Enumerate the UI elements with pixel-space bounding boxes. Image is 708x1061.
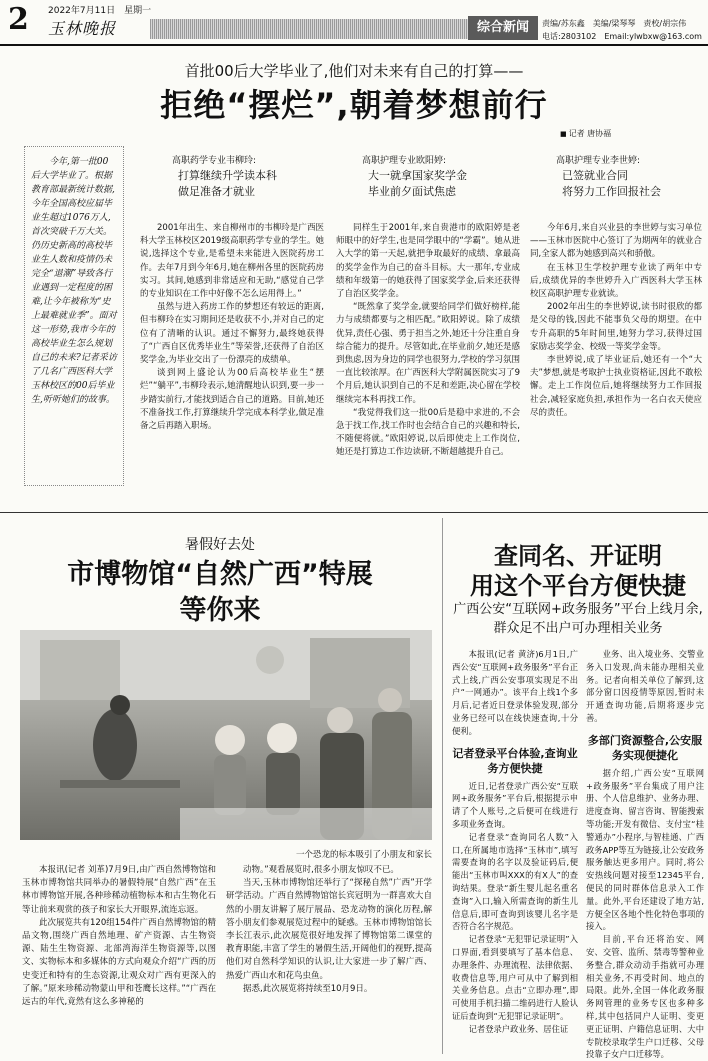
paragraph: 在玉林卫生学校护理专业读了两年中专后,成绩优异的李世婷升入广西医科大学玉林校区高职护理专业就读。 (530, 262, 702, 300)
museum-column-2 (226, 864, 432, 996)
qa-label: 高职药学专业韦柳玲: (172, 156, 257, 166)
museum-kicker: 暑假好去处 (185, 537, 255, 553)
museum-photo-illustration (20, 630, 432, 840)
museum-headline: 市博物馆“自然广西”特展 (67, 559, 373, 590)
paragraph: 记者登录“无犯罪记录证明”入口界面,看到要填写了基本信息、办理条件、办理流程、法律依据、收费信息等,用户可从中了解到相关业务信息。点击“立即办理”,即可使用手机扫描二维码进行人脸认证后查询到“无犯罪记录证明”。 (452, 934, 578, 1021)
paragraph: 谈到网上盛论认为00后高校毕业生“摆烂”“躺平”,韦柳玲表示,她清醒地认识到,要一步一步踏实前行,才能找到适合自己的道路。目前,她还不准备找工作,打算继续升学完成本科学业,做足准备之后再踏入职场。 (140, 368, 324, 432)
qa-line: 毕业前夕面试焦虑 (368, 185, 456, 198)
platform-column-2 (586, 648, 704, 1061)
qa-label: 高职护理专业李世婷: (556, 156, 641, 166)
paragraph: “既然拿了奖学金,就要给同学们做好榜样,能力与成绩都要与之相匹配。”欧阳婷说。除了成绩优异,责任心强、勇于担当之外,她还十分注重自身综合能力的提升。尽管如此,在毕业前夕,她还是感到焦虑,因为身边的同学也很努力,学校的学习氛围一直比较浓厚。在广西医科大学附属医院实习了9个月后,她认识到自己的不足和差距,决心留在学校继续完本科再找工作。 (336, 302, 520, 405)
paragraph: 当天,玉林市博物馆还举行了“探秘自然”广西”开学研学活动。广西自然博物馆馆长宾冠明为一群喜欢大自然的小朋友讲解了展厅展品、恐龙动物的演化历程,解答小朋友们参观展览过程中的疑惑。玉林市博物馆馆长李长江表示,此次展览很好地发挥了博物馆第二课堂的教育职能,丰富了学生的暑假生活,开阔他们的视野,提高他们对自然科学知识的认识,让大家进一步了解广西、热爱广西山水和花鸟虫鱼。 (226, 878, 432, 981)
paragraph: 虽然与进入药房工作的梦想还有较远的距离,但韦柳玲在实习期间还是收获不小,并对自己的定位有了清晰的认识。通过不懈努力,最终她获得了“广西自区优秀毕业生”等荣誉,还获得了自治区奖学金,为毕业交出了一份漂亮的成绩单。 (140, 302, 324, 366)
qa-line: 已签就业合同 (562, 169, 628, 182)
qa-block-3 (556, 154, 706, 200)
paragraph: “我觉得我们这一批00后是稳中求进的,不会急于找工作,找工作时也会结合自己的兴趣和特长,不随便将就。”欧阳婷说,以后即使走上工作岗位,她还是打算边工作边读研,不断超越提升自己。 (336, 407, 520, 458)
lead-column-2 (336, 222, 520, 460)
qa-block-1 (172, 154, 322, 200)
paragraph: 2001年出生、来自柳州市的韦柳玲是广西医科大学玉林校区2019级高职药学专业的学生。她说,选择这个专业,是希望未来能进入医院药房工作。去年7月到今年6月,她在柳州各里的医院药房实习。其间,她感到非常适应和无助,“感觉自己学的专业知识在工作中好像不怎么运用得上。” (140, 223, 324, 300)
issue-date: 2022年7月11日 星期一 (48, 6, 152, 16)
platform-deck: 广西公安“互联网+政务服务”平台上线月余,群众足不出户可办理相关业务 (453, 602, 703, 636)
paragraph: 今年6月,来自兴业县的李世婷与实习单位——玉林市医院中心签订了为期两年的就业合同,全家人都为她感到高兴和骄傲。 (530, 223, 702, 260)
paragraph: 记者登录户政业务、居住证 (468, 1023, 569, 1034)
paragraph: 2002年出生的李世婷说,读书时很欣的都是父母的钱,因此不能事负父母的期望。在中专升高职的5年时间里,她努力学习,获得过国家励志奖学金、校级一等奖学金等。 (530, 302, 702, 352)
platform-column-1 (452, 648, 578, 1036)
museum-headline-line2: 等你来 (179, 595, 261, 626)
qa-line: 打算继续升学读本科 (178, 169, 277, 182)
platform-headline-line2: 用这个平台方便快捷 (470, 572, 686, 600)
qa-line: 做足准备才就业 (178, 185, 255, 198)
paragraph: 动物。”观看展览时,很多小朋友惊叹不已。 (243, 865, 399, 875)
qa-line: 将努力工作回报社会 (562, 185, 661, 198)
lead-subtitle: 首批00后大学毕业了,他们对未来有自己的打算—— (184, 62, 524, 80)
header-texture-band (150, 19, 468, 39)
qa-line: 大一就拿国家奖学金 (368, 169, 467, 182)
paragraph: 目前,平台还将治安、网安、交管、监所、禁毒等警种业务整合,群众动动手指就可办理相关业务,不再受时间、地点的局限。此外,全国一体化政务服务网管理的业务专区也多种多样,其中包括同户人证明、变更更正证明、户籍信息证明、大中专院校录取学生户口迁移、父母投靠子女户口迁移等。 (586, 934, 704, 1060)
paragraph: 本报讯(记者 刘革)7月9日,由广西自然博物馆和玉林市博物馆共同举办的暑假特展“自然广西”在玉林市博物馆开展,各种珍稀动植物标本和古生物化石等让前来观赏的孩子和家长大开眼界,流连忘返。 (22, 865, 216, 915)
museum-column-1 (22, 864, 216, 1009)
platform-subhead-1: 记者登录平台体验,查询业务方便快捷 (452, 746, 578, 775)
paragraph: 同样生于2001年,来自贵港市的欧阳婷是老师眼中的好学生,也是同学眼中的“学霸”。她从进入大学的第一天起,就把争取最好的成绩、拿最高的奖学金作为自己的奋斗目标。大一那年,专业成绩和年级第一的她获得了国家奖学金,后来还获得了自治区奖学金。 (336, 223, 520, 300)
lead-intro-box: 今年,第一批00后大学毕业了。根据教育部最新统计数据,今年全国高校应届毕业生超过1076万人,首次突破千万大关。仍历史新高的高校毕业生人数和疫情仍未完全“退潮”导致各行业遇到一定程度的困难,让今年被称为“史上最难就业季”。面对这一形势,我市今年的高校毕业生怎么规划自己的未来?记者采访了几名广西医科大学玉林校区的00后毕业生,听听她们的故事。 (24, 146, 124, 486)
lead-byline: ■ 记者 唐协福 (560, 128, 611, 139)
editor-credits: 责编/苏东鑫 美编/梁琴琴 责校/胡宗伟 (542, 19, 687, 28)
contact-info: 电话:2803102 Email:ylwbxw@163.com (542, 32, 702, 41)
platform-headline: 查同名、开证明 (494, 542, 662, 570)
lead-headline: 拒绝“摆烂”,朝着梦想前行 (160, 86, 548, 124)
paragraph: 此次展览共有120组154件广西自然博物馆的精品文物,围绕广西自然地理、矿产资源、古生物资源、陆生生物资源、北部湾海洋生物资源等,以图文、实物标本和多媒体的方式向观众介绍“广西的历史变迁和特有的生态资源,让观众对广西有更深入的了解。”原来珍稀动物蒙山甲和苍鹰长这样。”“广西在远古的年代,竟然有这么多神秘的 (22, 917, 216, 1008)
paragraph: 李世婷说,成了毕业证后,她还有一个“大夫”梦想,就是考取护士执业资格证,因此不敢松懈。走上工作岗位后,她将继续努力工作回报社会,减轻家庭负担,承担作为一名白衣天使应尽的责任。 (530, 355, 702, 418)
photo-caption: 一个恐龙的标本吸引了小朋友和家长 (295, 850, 432, 860)
platform-subhead-2: 多部门资源整合,公安服务实现便捷化 (587, 733, 703, 762)
paragraph: 本报讯(记者 黄济)6月1日,广西公安“互联网+政务服务”平台正式上线,广西公安事项实现足不出户“一网通办”。该平台上线1个多月后,记者近日登录体验发现,部分业务已经可以在线快速查询,十分便利。 (452, 649, 578, 736)
paragraph: 据介绍,广西公安“互联网+政务服务”平台集成了用户注册、个人信息维护、业务办理、进度查询、留言咨询、智能搜索等功能;开发有微信、支付宝“桂警通办”小程序,与智桂通、广西政务APP等互为链接,让公安政务服务触达更多用户。同时,将公安热线问题对接至12345平台,便民的同时群体信息录入工作量。此外,平台还建设了地方站,方便全区各地个性化特色事项的接入。 (586, 767, 704, 932)
newspaper-logo: 玉林晚报 (48, 19, 117, 38)
museum-photo (20, 630, 432, 840)
page-number: 2 (8, 2, 29, 37)
qa-label: 高职护理专业欧阳婷: (362, 156, 447, 166)
paragraph: 近日,记者登录广西公安“互联网+政务服务”平台后,根据提示申请了个人账号,之后便可在线进行多项业务查询。 (452, 780, 578, 829)
qa-block-2 (362, 154, 512, 200)
paragraph: 记者登录“查询同名人数”入口,在所属地市选择“玉林市”,填写需要查询的名字以及验证码后,便能出“玉林市叫XXX的有X人”的查询结果。登录“新生婴儿起名重名查询”入口,输入所需查询的新生儿信息后,即可查询到该婴儿名字是否符合名字规范。 (452, 831, 578, 932)
column-divider (442, 518, 443, 1054)
lead-column-1 (140, 222, 324, 433)
lead-column-3 (530, 222, 702, 420)
section-label: 综合新闻 (468, 16, 538, 40)
header-rule (0, 44, 708, 46)
paragraph: 业务、出入境业务、交警业务入口发现,尚未能办理相关业务。记者向相关单位了解到,这部分窗口因疫情等原因,暂时未开通查询功能,后期将逐步完善。 (586, 649, 704, 723)
section-divider (0, 512, 708, 513)
paragraph: 据悉,此次展览将持续至10月9日。 (243, 983, 373, 994)
